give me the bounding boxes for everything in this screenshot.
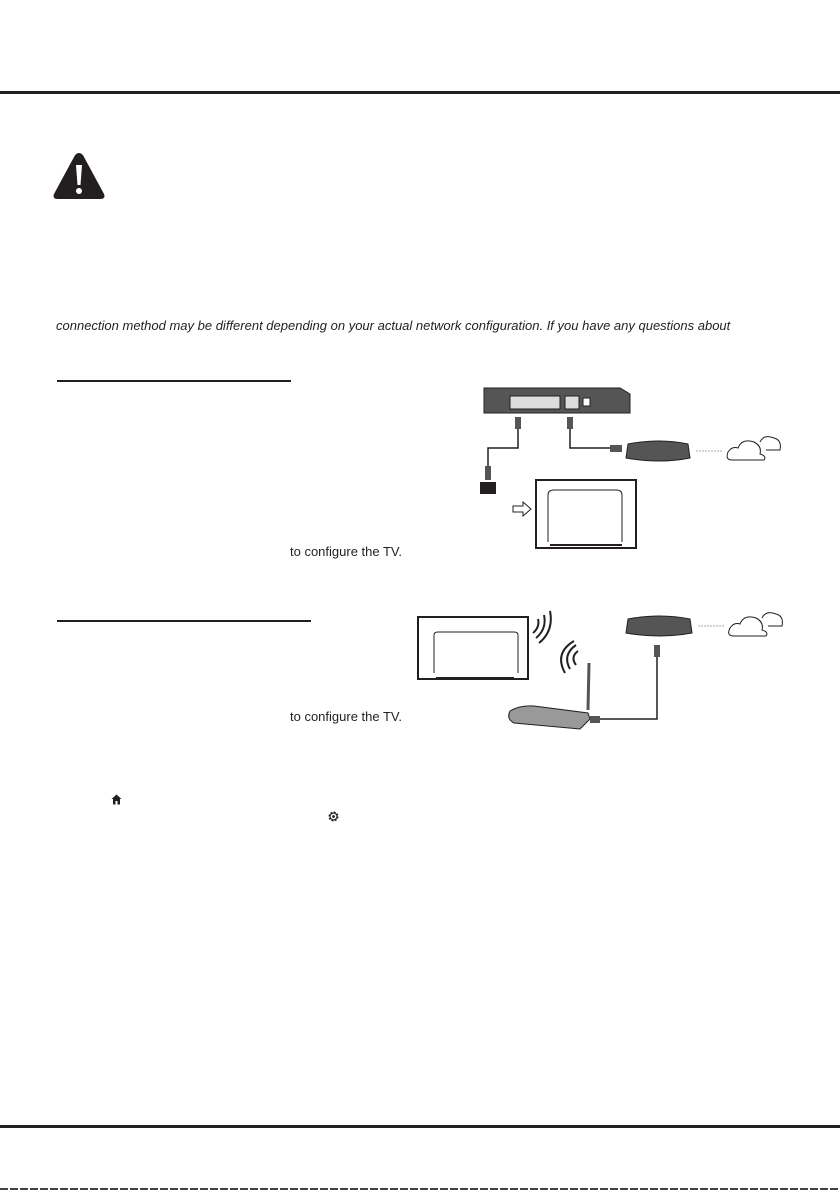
wired-configure-text: to configure the TV. bbox=[290, 544, 403, 559]
wifi-waves-icon bbox=[533, 611, 551, 643]
page-edge-dashes bbox=[0, 1188, 840, 1190]
wired-heading-underline bbox=[57, 380, 291, 382]
gear-icon bbox=[327, 810, 340, 823]
wireless-configure-text: to configure the TV. bbox=[290, 709, 403, 724]
tv-back-icon bbox=[418, 617, 528, 679]
intro-text: connection method may be different depending on your actual network configuration. If you have any questions about bbox=[56, 318, 731, 333]
wifi-waves-icon bbox=[561, 641, 578, 673]
home-icon bbox=[111, 794, 122, 805]
header-rule bbox=[0, 91, 840, 94]
modem-icon bbox=[626, 616, 692, 636]
wireless-connection-diagram bbox=[410, 605, 790, 735]
wireless-heading-underline bbox=[57, 620, 311, 622]
wired-connection-diagram bbox=[470, 380, 790, 560]
router-icon bbox=[484, 388, 630, 413]
tv-back-icon bbox=[536, 480, 636, 548]
footer-rule bbox=[0, 1125, 840, 1128]
cloud-icon bbox=[727, 437, 780, 460]
modem-icon bbox=[626, 441, 690, 461]
wireless-router-icon bbox=[509, 706, 590, 729]
cloud-icon bbox=[729, 613, 783, 636]
warning-triangle-icon bbox=[52, 150, 106, 202]
